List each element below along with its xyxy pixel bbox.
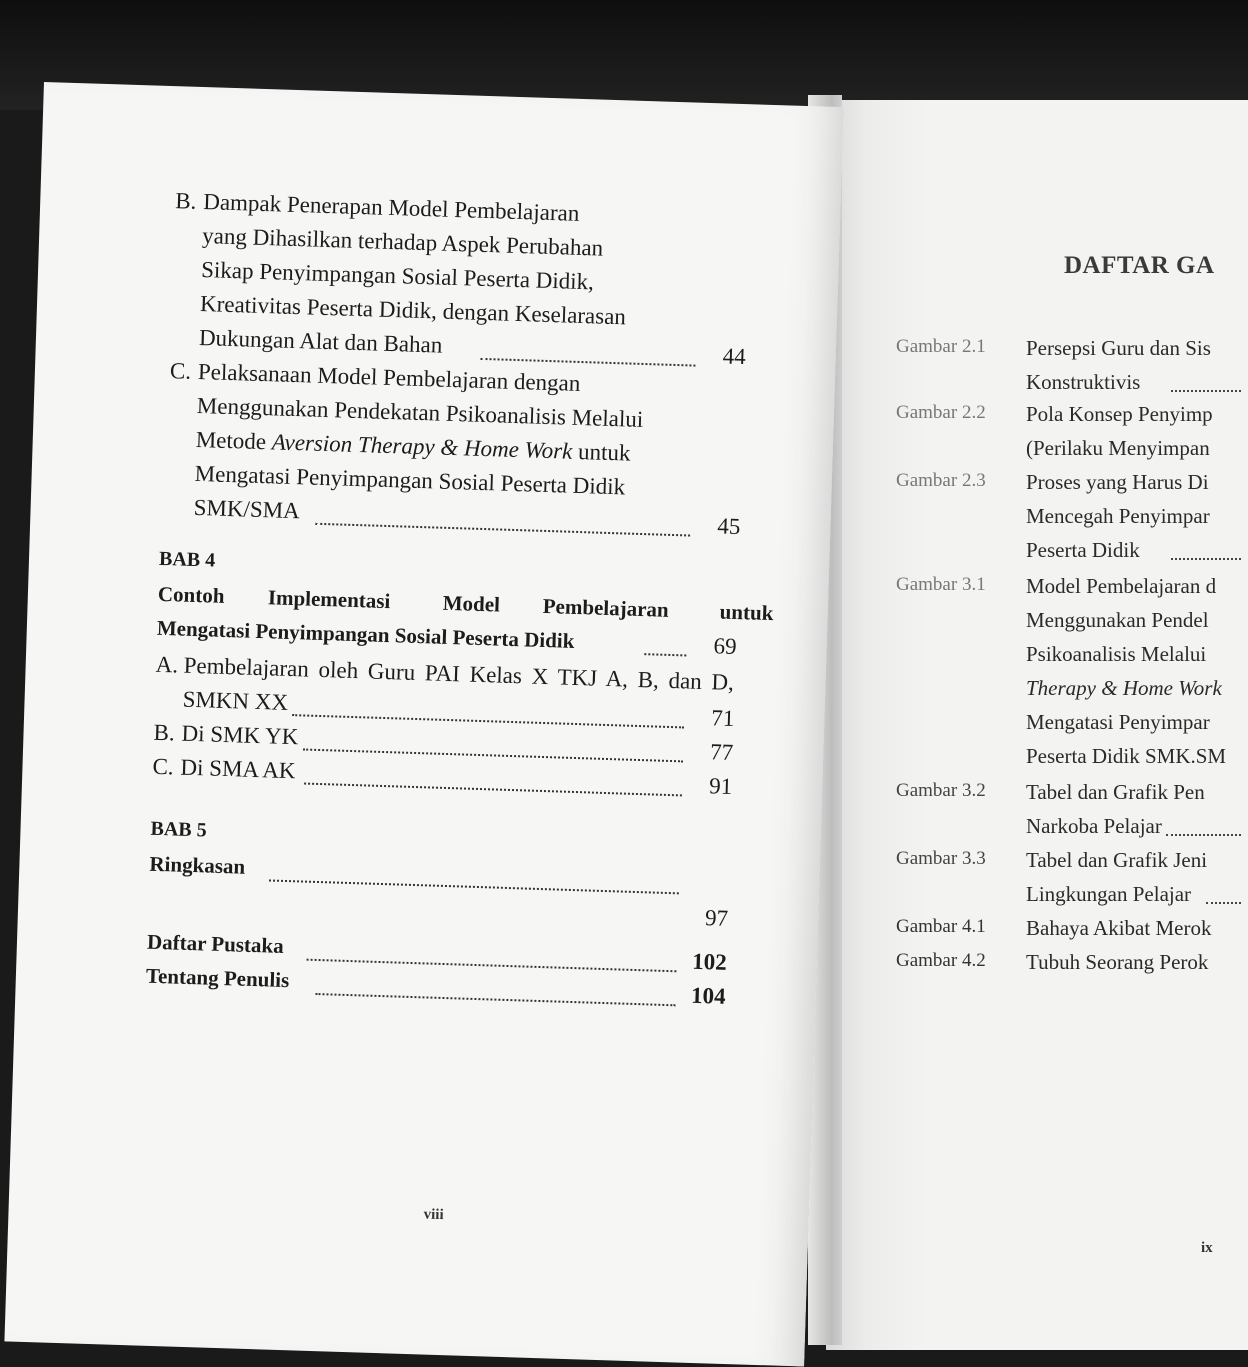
- page-ref: 45: [716, 513, 741, 540]
- entry-text-part: untuk: [577, 438, 631, 466]
- chapter-title-word: Contoh: [157, 581, 225, 608]
- page-ref: 102: [691, 948, 728, 975]
- entry-letter: C.: [169, 358, 192, 384]
- dot-leader: [307, 959, 677, 973]
- chapter-title-word: untuk: [719, 599, 774, 626]
- chapter-title-word: Pembelajaran: [542, 593, 670, 622]
- figure-caption: Mengatasi Penyimpar: [1026, 710, 1210, 734]
- entry-letter: B.: [174, 188, 197, 214]
- figure-caption: Persepsi Guru dan Sis: [1026, 336, 1211, 360]
- page-ref: 69: [713, 633, 738, 660]
- page-ref: 77: [709, 739, 734, 765]
- figure-label: Gambar 4.2: [896, 950, 986, 971]
- entry-text: SMK/SMA: [193, 494, 301, 524]
- figure-caption: (Perilaku Menyimpan: [1026, 436, 1210, 460]
- figure-label: Gambar 2.1: [896, 336, 986, 357]
- entry-text: Sikap Penyimpangan Sosial Peserta Didik,: [200, 257, 595, 295]
- dot-leader: [480, 358, 695, 367]
- figure-caption: Tabel dan Grafik Pen: [1026, 780, 1205, 804]
- figure-caption: Lingkungan Pelajar: [1026, 882, 1192, 906]
- entry-letter: C.: [152, 753, 175, 780]
- entry-text: Kreativitas Peserta Didik, dengan Keselarasan: [199, 291, 627, 330]
- entry-text: Dukungan Alat dan Bahan: [198, 325, 443, 358]
- figure-caption: Proses yang Harus Di: [1026, 470, 1209, 494]
- back-matter-title: Daftar Pustaka: [146, 929, 285, 958]
- chapter-title-word: Model: [442, 590, 501, 617]
- page-ref: 44: [722, 343, 747, 370]
- dot-leader: [303, 748, 683, 762]
- figure-caption: Bahaya Akibat Merok: [1026, 916, 1212, 940]
- figure-caption: Konstruktivis: [1026, 370, 1141, 394]
- entry-text-part: Metode: [195, 426, 267, 455]
- chapter-title: Ringkasan: [149, 851, 246, 879]
- entry-text: yang Dihasilkan terhadap Aspek Perubahan: [201, 223, 604, 261]
- figure-caption: Model Pembelajaran d: [1026, 574, 1217, 598]
- right-page: [826, 100, 1248, 1350]
- page-ref: 91: [708, 773, 733, 799]
- dot-leader: [304, 783, 682, 797]
- entry-text: Dampak Penerapan Model Pembelajaran: [202, 189, 580, 226]
- figure-caption: Peserta Didik: [1026, 538, 1140, 562]
- entry-text: SMKN XX: [182, 686, 289, 715]
- figure-label: Gambar 3.2: [896, 780, 986, 801]
- figure-label: Gambar 2.3: [896, 470, 986, 491]
- dot-leader: [1171, 558, 1241, 560]
- dot-leader: [644, 653, 686, 656]
- dot-leader: [1166, 834, 1241, 836]
- page-number: ix: [1201, 1240, 1213, 1256]
- entry-text: Pelaksanaan Model Pembelajaran dengan: [197, 358, 581, 396]
- dot-leader: [1206, 902, 1241, 904]
- figure-label: Gambar 4.1: [896, 916, 986, 937]
- entry-text: Di SMK YK: [181, 720, 299, 750]
- chapter-label: BAB 5: [150, 817, 208, 842]
- chapter-label: BAB 4: [158, 547, 216, 572]
- dot-leader: [269, 879, 679, 894]
- entry-text: Menggunakan Pendekatan Psikoanalisis Melalui: [196, 392, 644, 432]
- left-page: [4, 82, 843, 1367]
- figure-caption: Pola Konsep Penyimp: [1026, 402, 1213, 426]
- table-of-contents: [6, 82, 843, 1307]
- dot-leader: [1171, 390, 1241, 392]
- figure-caption: Mencegah Penyimpar: [1026, 504, 1210, 528]
- entry-letter: B.: [153, 719, 176, 746]
- entry-text: [195, 427, 630, 467]
- entry-text-italic: Aversion Therapy & Home Work: [271, 429, 573, 464]
- entry-letter: A.: [155, 651, 179, 678]
- back-matter-title: Tentang Penulis: [145, 963, 290, 993]
- dot-leader: [315, 523, 690, 537]
- figure-label: Gambar 3.3: [896, 848, 986, 869]
- page-ref: 104: [690, 982, 727, 1009]
- right-page-title: DAFTAR GA: [1064, 252, 1215, 279]
- figure-caption: Tabel dan Grafik Jeni: [1026, 848, 1208, 872]
- list-of-figures: [826, 100, 1248, 1350]
- figure-label: Gambar 2.2: [896, 402, 986, 423]
- entry-text: Mengatasi Penyimpangan Sosial Peserta Didik: [194, 460, 626, 500]
- figure-label: Gambar 3.1: [896, 574, 986, 595]
- chapter-title-word: Implementasi: [267, 585, 391, 614]
- page-number: viii: [423, 1206, 444, 1224]
- figure-caption: Therapy & Home Work: [1026, 676, 1222, 700]
- dot-leader: [315, 993, 675, 1006]
- entry-text: Pembelajaran oleh Guru PAI Kelas X TKJ A, B, dan D,: [183, 652, 735, 695]
- figure-caption: Tubuh Seorang Perok: [1026, 950, 1209, 974]
- chapter-title: Mengatasi Penyimpangan Sosial Peserta Didik: [156, 615, 575, 653]
- page-ref: 97: [704, 905, 729, 931]
- figure-caption: Menggunakan Pendel: [1026, 608, 1209, 632]
- figure-caption: Peserta Didik SMK.SM: [1026, 744, 1227, 768]
- figure-caption: Narkoba Pelajar: [1026, 814, 1162, 838]
- dot-leader: [292, 714, 684, 728]
- page-ref: 71: [710, 705, 735, 731]
- entry-text: Di SMA AK: [180, 754, 296, 784]
- figure-caption: Psikoanalisis Melalui: [1026, 642, 1207, 666]
